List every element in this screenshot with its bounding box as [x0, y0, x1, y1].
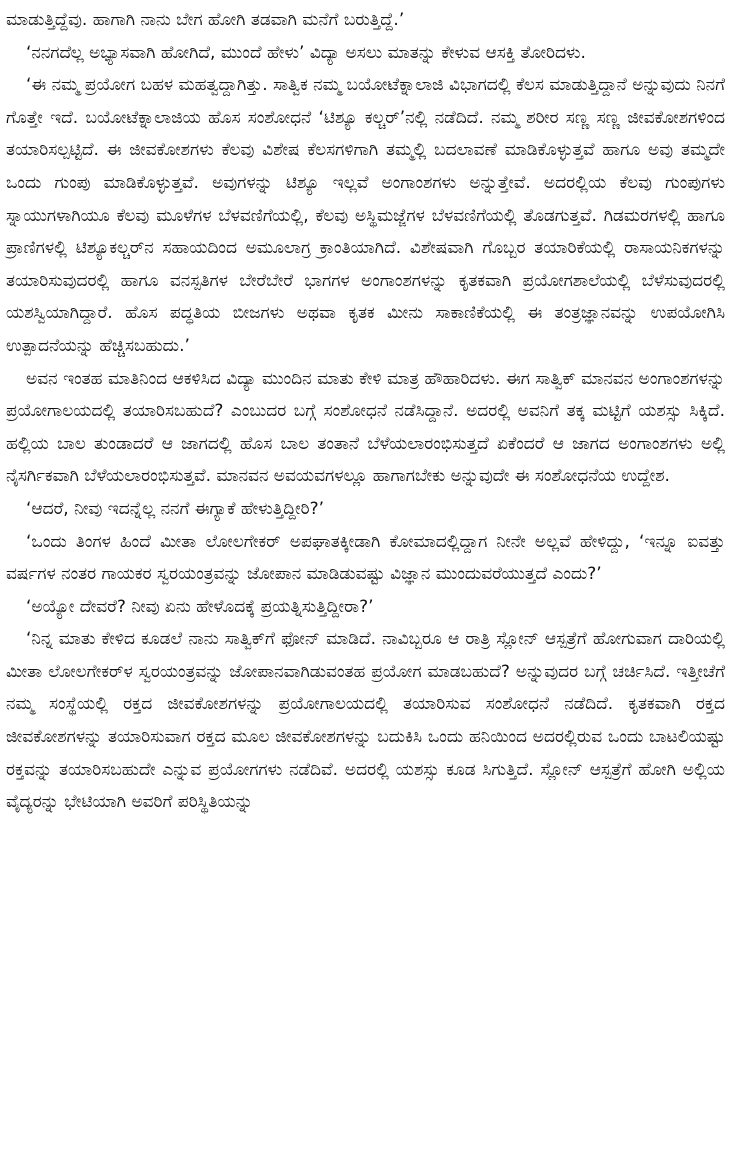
paragraph: ‘ನಿನ್ನ ಮಾತು ಕೇಳಿದ ಕೂಡಲೆ ನಾನು ಸಾತ್ವಿಕ್‌ಗೆ ಫೋನ್ ಮಾಡಿದೆ. ನಾವಿಬ್ಬರೂ ಆ ರಾತ್ರಿ ಸ್ಲೋನ್ ಆಸ್ಪತ್ರೆಗೆ ಹೋಗುವಾಗ ದಾರಿಯಲ್ಲಿ ಮೀತಾ ಲೋಲಗೇಕರ್‌ಳ ಸ್ವರಯಂತ್ರವನ್ನು ಜೋಪಾನವಾಗಿಡುವಂತಹ ಪ್ರಯೋಗ ಮಾಡಬಹುದೆ? ಅನ್ನುವುದರ ಬಗ್ಗೆ ಚರ್ಚಿಸಿದೆ. ಇತ್ತೀಚೆಗೆ ನಮ್ಮ ಸಂಸ್ಥೆಯಲ್ಲಿ ರಕ್ತದ ಜೀವಕೋಶಗಳನ್ನು ಪ್ರಯೋಗಾಲಯದಲ್ಲಿ ತಯಾರಿಸುವ ಸಂಶೋಧನೆ ನಡೆದಿದೆ. ಕೃತಕವಾಗಿ ರಕ್ತದ ಜೀವಕೋಶಗಳನ್ನು ತಯಾರಿಸುವಾಗ ರಕ್ತದ ಮೂಲ ಜೀವಕೋಶಗಳನ್ನು ಬದುಕಿಸಿ ಒಂದು ಹನಿಯಿಂದ ಅದರಲ್ಲಿರುವ ಒಂದು ಬಾಟಲಿಯಷ್ಟು ರಕ್ತವನ್ನು ತಯಾರಿಸಬಹುದೇ ಎನ್ನುವ ಪ್ರಯೋಗಗಳು ನಡೆದಿವೆ. ಅದರಲ್ಲಿ ಯಶಸ್ಸು ಕೂಡ ಸಿಗುತ್ತಿದೆ. ಸ್ಲೋನ್ ಆಸ್ಪತ್ರೆಗೆ ಹೋಗಿ ಅಲ್ಲಿಯ ವೈದ್ಯರನ್ನು ಭೇಟಿಯಾಗಿ ಅವರಿಗೆ ಪರಿಸ್ಥಿತಿಯನ್ನು — [6, 629, 725, 813]
paragraph: ‘ಅಯ್ಯೋ ದೇವರೆ? ನೀವು ಏನು ಹೇಳೊದಕ್ಕೆ ಪ್ರಯತ್ನಿಸುತ್ತಿದ್ದೀರಾ?’ — [26, 596, 374, 617]
paragraph: ‘ನನಗದೆಲ್ಲ ಅಭ್ಯಾಸವಾಗಿ ಹೋಗಿದೆ, ಮುಂದೆ ಹೇಳು’ ವಿದ್ಯಾ ಅಸಲು ಮಾತನ್ನು ಕೇಳುವ ಆಸಕ್ತಿ ತೋರಿದಳು. — [26, 42, 586, 63]
paragraph: ಅವನ ಇಂತಹ ಮಾತಿನಿಂದ ಆಕಳಿಸಿದ ವಿದ್ಯಾ ಮುಂದಿನ ಮಾತು ಕೇಳಿ ಮಾತ್ರ ಹೌಹಾರಿದಳು. ಈಗ ಸಾತ್ವಿಕ್ ಮಾನವನ ಅಂಗಾಂಶಗಳನ್ನು ಪ್ರಯೋಗಾಲಯದಲ್ಲಿ ತಯಾರಿಸಬಹುದೆ? ಎಂಬುದರ ಬಗ್ಗೆ ಸಂಶೋಧನೆ ನಡೆಸಿದ್ದಾನೆ. ಅದರಲ್ಲಿ ಅವನಿಗೆ ತಕ್ಕ ಮಟ್ಟಿಗೆ ಯಶಸ್ಸು ಸಿಕ್ಕಿದೆ. ಹಲ್ಲಿಯ ಬಾಲ ತುಂಡಾದರೆ ಆ ಜಾಗದಲ್ಲಿ ಹೊಸ ಬಾಲ ತಂತಾನೆ ಬೆಳೆಯಲಾರಂಭಿಸುತ್ತದೆ ಏಕೆಂದರೆ ಆ ಜಾಗದ ಅಂಗಾಂಶಗಳು ಅಲ್ಲಿ ನೈಸರ್ಗಿಕವಾಗಿ ಬೆಳೆಯಲಾರಂಭಿಸುತ್ತವೆ. ಮಾನವನ ಅವಯವಗಳಲ್ಲೂ ಹಾಗಾಗಬೇಕು ಅನ್ನುವುದೇ ಈ ಸಂಶೋಧನೆಯ ಉದ್ದೇಶ. — [6, 368, 725, 487]
paragraph: ‘ಈ ನಮ್ಮ ಪ್ರಯೋಗ ಬಹಳ ಮಹತ್ವದ್ದಾಗಿತ್ತು. ಸಾತ್ವಿಕ ನಮ್ಮ ಬಯೋಟೆಕ್ನಾಲಾಜಿ ವಿಭಾಗದಲ್ಲಿ ಕೆಲಸ ಮಾಡುತ್ತಿದ್ದಾನೆ ಅನ್ನುವುದು ನಿನಗೆ ಗೊತ್ತೇ ಇದೆ. ಬಯೋಟೆಕ್ನಾಲಾಜಿಯ ಹೊಸ ಸಂಶೋಧನೆ ‘ಟಿಶ್ಯೂ ಕಲ್ಚರ್’ನಲ್ಲಿ ನಡೆದಿದೆ. ನಮ್ಮ ಶರೀರ ಸಣ್ಣ ಸಣ್ಣ ಜೀವಕೋಶಗಳಿಂದ ತಯಾರಿಸಲ್ಪಟ್ಟಿದೆ. ಈ ಜೀವಕೋಶಗಳು ಕೆಲವು ವಿಶೇಷ ಕೆಲಸಗಳಿಗಾಗಿ ತಮ್ಮಲ್ಲಿ ಬದಲಾವಣೆ ಮಾಡಿಕೊಳ್ಳುತ್ತವೆ ಹಾಗೂ ಅವು ತಮ್ಮದೇ ಒಂದು ಗುಂಪು ಮಾಡಿಕೊಳ್ಳುತ್ತವೆ. ಅವುಗಳನ್ನು ಟಿಶ್ಯೂ ಇಲ್ಲವೆ ಅಂಗಾಂಶಗಳು ಅನ್ನುತ್ತೇವೆ. ಅದರಲ್ಲಿಯ ಕೆಲವು ಗುಂಪುಗಳು ಸ್ನಾಯುಗಳಾಗಿಯೂ ಕೆಲವು ಮೂಳೆಗಳ ಬೆಳವಣಿಗೆಯಲ್ಲಿ, ಕೆಲವು ಅಸ್ಥಿಮಜ್ಜೆಗಳ ಬೆಳವಣಿಗೆಯಲ್ಲಿ ತೊಡಗುತ್ತವೆ. ಗಿಡಮರಗಳಲ್ಲಿ ಹಾಗೂ ಪ್ರಾಣಿಗಳಲ್ಲಿ ಟಿಶ್ಯೂಕಲ್ಚರ್‌ನ ಸಹಾಯದಿಂದ ಅಮೂಲಾಗ್ರ ಕ್ರಾಂತಿಯಾಗಿದೆ. ವಿಶೇಷವಾಗಿ ಗೊಬ್ಬರ ತಯಾರಿಕೆಯಲ್ಲಿ ರಾಸಾಯನಿಕಗಳನ್ನು ತಯಾರಿಸುವುದರಲ್ಲಿ ಹಾಗೂ ವನಸ್ಪತಿಗಳ ಬೇರೆಬೇರೆ ಭಾಗಗಳ ಅಂಗಾಂಶಗಳನ್ನು ಕೃತಕವಾಗಿ ಪ್ರಯೋಗಶಾಲೆಯಲ್ಲಿ ಬೆಳೆಸುವುದರಲ್ಲಿ ಯಶಸ್ವಿಯಾಗಿದ್ದಾರೆ. ಹೊಸ ಪದ್ಧತಿಯ ಬೀಜಗಳು ಅಥವಾ ಕೃತಕ ಮೀನು ಸಾಕಾಣಿಕೆಯಲ್ಲಿ ಈ ತಂತ್ರಜ್ಞಾನವನ್ನು ಉಪಯೋಗಿಸಿ ಉತ್ಪಾದನೆಯನ್ನು ಹೆಚ್ಚಿಸಬಹುದು.’ — [6, 75, 725, 356]
paragraph: ‘ಆದರೆ, ನೀವು ಇದನ್ನೆಲ್ಲ ನನಗೆ ಈಗ್ಯಾಕೆ ಹೇಳುತ್ತಿದ್ದೀರಿ?’ — [26, 498, 325, 519]
paragraph: ‘ಒಂದು ತಿಂಗಳ ಹಿಂದೆ ಮೀತಾ ಲೋಲಗೇಕರ್ ಅಪಘಾತಕ್ಕೀಡಾಗಿ ಕೋಮಾದಲ್ಲಿದ್ದಾಗ ನೀನೇ ಅಲ್ಲವೆ ಹೇಳಿದ್ದು, ‘ಇನ್ನೂ ಐವತ್ತು ವರ್ಷಗಳ ನಂತರ ಗಾಯಕರ ಸ್ವರಯಂತ್ರವನ್ನು ಜೋಪಾನ ಮಾಡಿಡುವಷ್ಟು ವಿಜ್ಞಾನ ಮುಂದುವರೆಯುತ್ತದೆ ಎಂದು?’ — [6, 531, 725, 585]
paragraph: ಮಾಡುತ್ತಿದ್ದೆವು. ಹಾಗಾಗಿ ನಾನು ಬೇಗ ಹೋಗಿ ತಡವಾಗಿ ಮನೆಗೆ ಬರುತ್ತಿದ್ದೆ.’ — [6, 10, 405, 30]
